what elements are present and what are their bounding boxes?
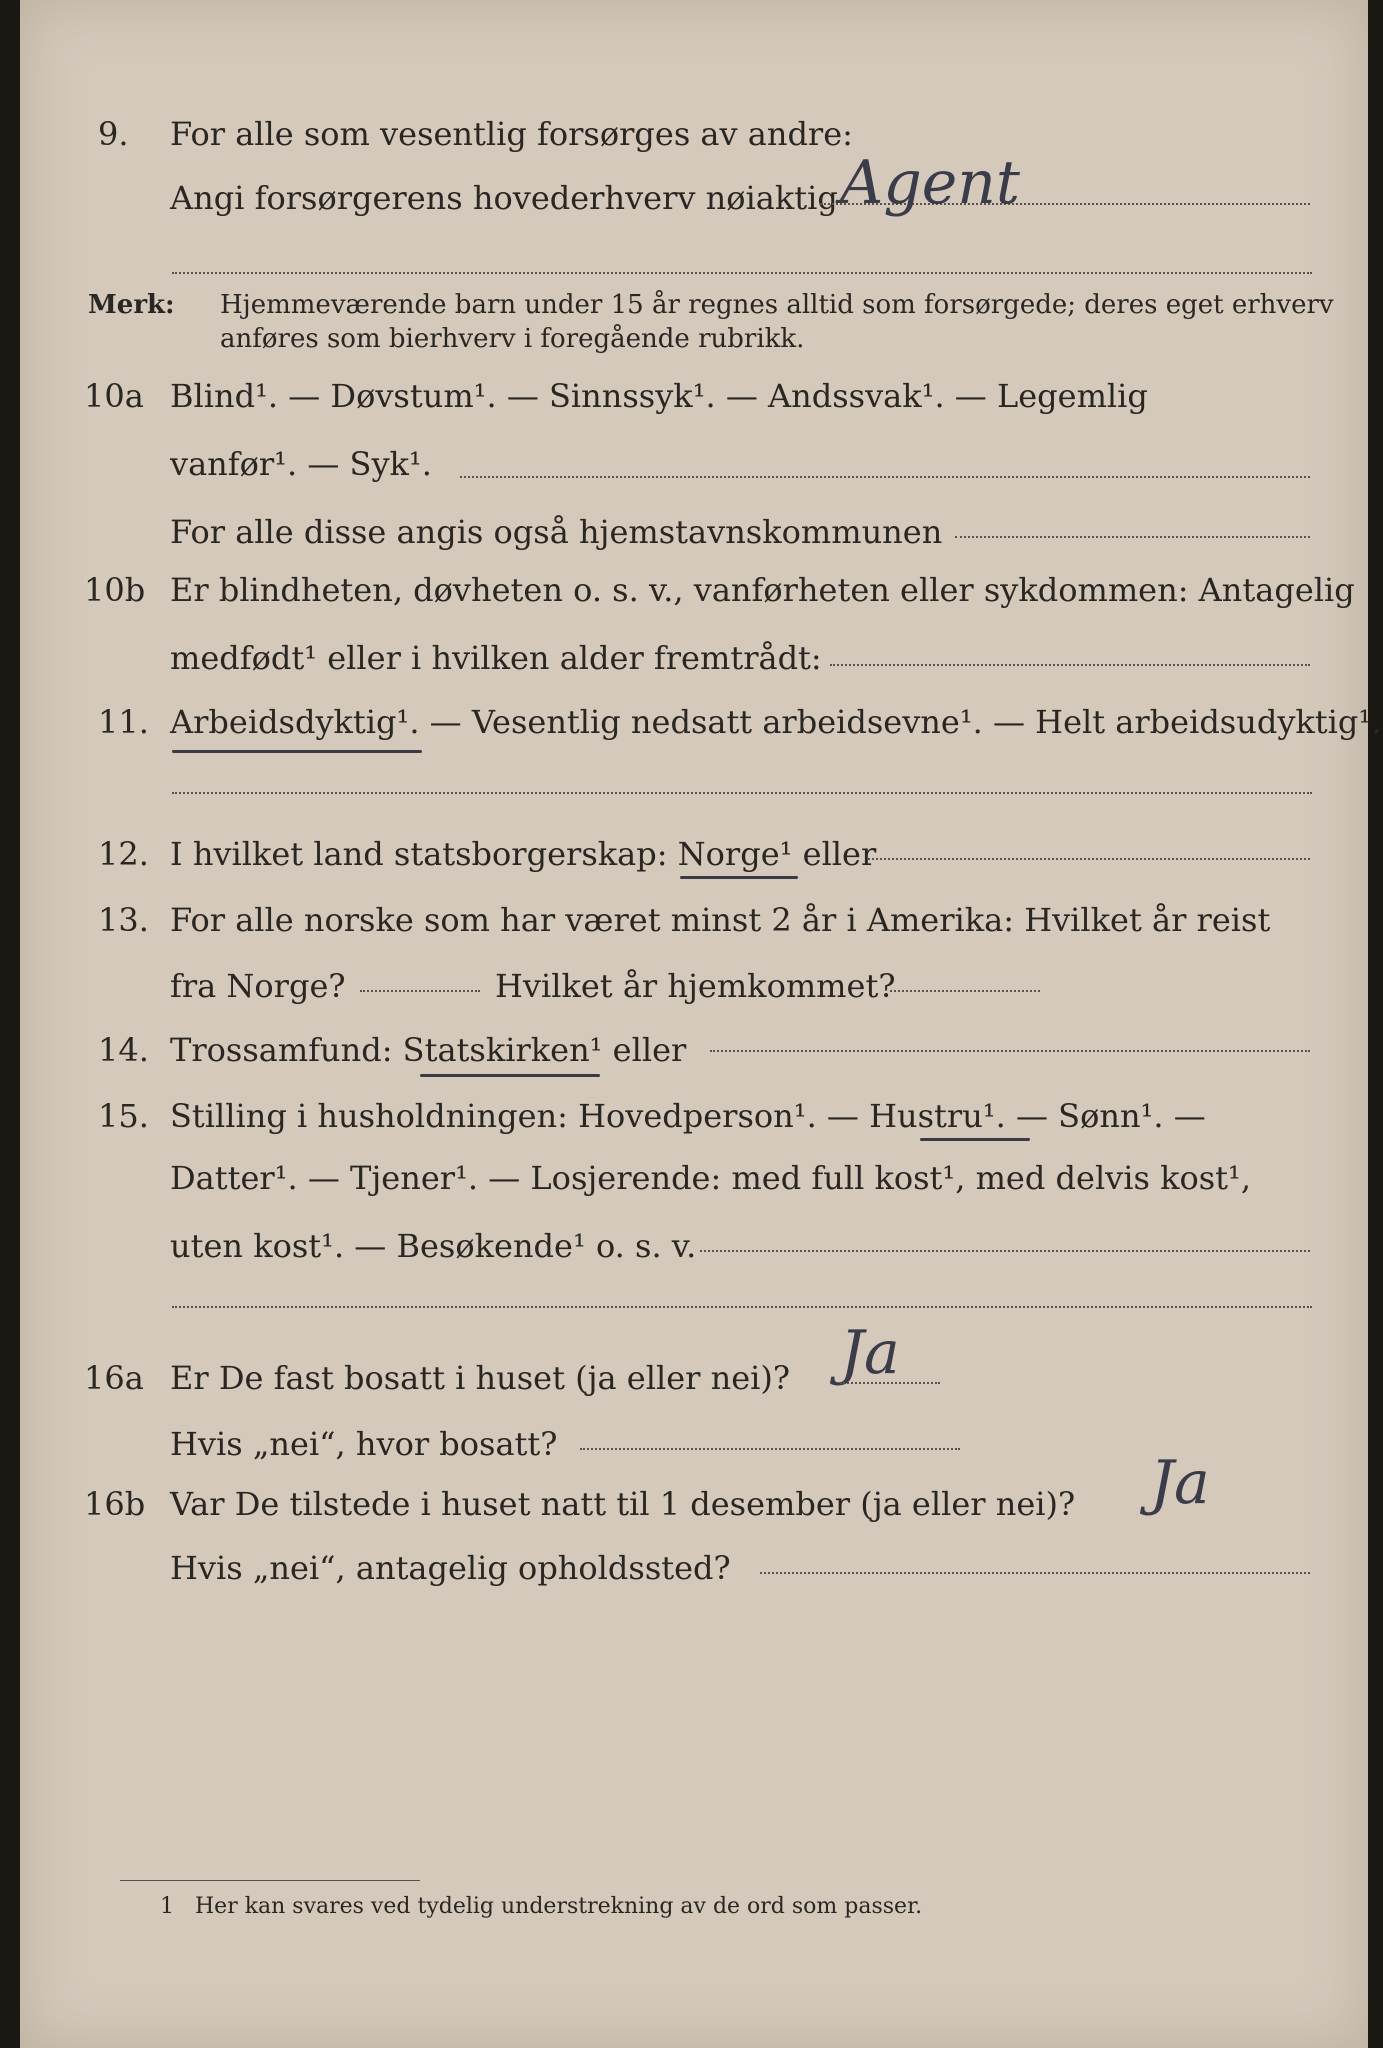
q15-hustru-underline (920, 1138, 1030, 1141)
q11-arbeidsdyktig-underline (172, 750, 422, 753)
footnote-text: Her kan svares ved tydelig understrekning av de ord som passer. (194, 1894, 923, 1919)
footnote-rule (120, 1880, 420, 1881)
q9-handwritten-answer: Agent (840, 148, 1020, 218)
q12-norge-underline (680, 876, 798, 879)
q13-year-returned-line (890, 990, 1040, 992)
q12-answer-line (868, 858, 1310, 860)
q13-year-left-line (360, 990, 480, 992)
q16b-handwritten-answer: Ja (1150, 1448, 1210, 1518)
q15-extra-line (172, 1306, 1312, 1308)
q16a-location-line (580, 1448, 960, 1450)
q9-number: 9. (98, 115, 129, 153)
q16a-answer-line (840, 1382, 940, 1384)
census-form-page: 9. For alle som vesentlig forsørges av andre: Angi forsørgerens hovederhverv nøiaktig Agent Merk: Hjemmeværende barn under 15 år regnes alltid som forsørgede; deres eget erhverv anføres som bierhverv i foregående rubrikk. 10a Blind¹. — Døvstum¹. — Sinnssyk¹. — Andssvak¹. — Legemlig vanfør¹. — Syk¹. For alle disse angis også hjemstavnskommunen 10b Er blindheten, døvheten o. s. v., vanførheten eller sykdommen: Antagelig medfødt¹ eller i hvilken alder fremtrådt: 11. Arbeidsdyktig¹. — Vesentlig nedsatt arbeidsevne¹. — Helt arbeidsudyktig¹. 12. I hvilket land statsborgerskap: Norge¹ eller 13. For alle norske som har været minst 2 år i Amerika: Hvilket år reist fra Norge? Hvilket år hjemkommet? 14. Trossamfund: Statskirken¹ eller 15. Stilling i husholdningen: Hovedperson¹. — Hustru¹. — Sønn¹. — Datter¹. — Tjener¹. — Losjerende: med full kost¹, med delvis kost¹, uten kost¹. — Besøkende¹ o. s. v. 16a Er De fast bosatt i huset (ja eller nei)? Ja Hvis „nei“, hvor bosatt? 16b Var De tilstede i huset natt til 1 desember (ja eller nei)? Ja Hvis „nei“, antagelig opholdssted? 1 Her kan svares ved tydelig understrekning av de ord som passer. (20, 0, 1368, 2048)
q16b-location-line (760, 1572, 1310, 1574)
q10b-answer-line (830, 664, 1310, 666)
q16a-handwritten-answer: Ja (840, 1318, 900, 1388)
q11-extra-line (172, 792, 1312, 794)
q9-extra-line (172, 272, 1312, 274)
footnote (160, 1894, 922, 1919)
q14-statskirken-underline (420, 1074, 600, 1077)
footnote-mark: 1 (160, 1894, 174, 1919)
q15-answer-line (700, 1250, 1310, 1252)
q10a-answer-line (460, 476, 1310, 478)
q14-answer-line (710, 1050, 1310, 1052)
q10a-home-municipality-line (955, 536, 1310, 538)
